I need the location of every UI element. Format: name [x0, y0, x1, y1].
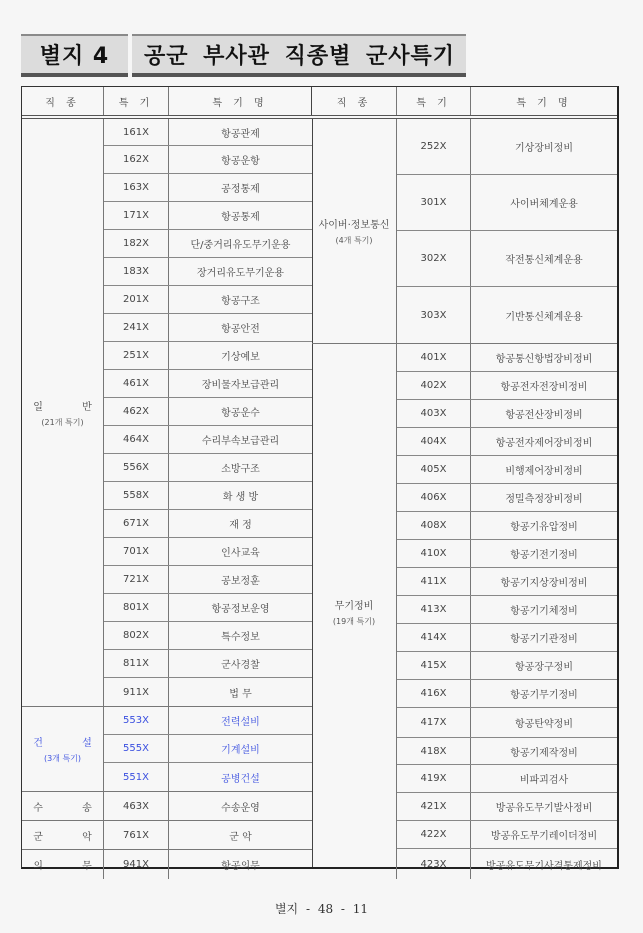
specialty-name: 항공기기체정비: [510, 606, 578, 617]
specialty-code: 801X: [104, 594, 169, 621]
specialty-code: 404X: [397, 428, 471, 455]
specialty-code: 201X: [104, 286, 169, 313]
specialty-name: 인사교육: [221, 548, 260, 559]
job-type-cell: [312, 344, 397, 879]
table-row: [397, 793, 617, 821]
specialty-code: 302X: [397, 231, 471, 286]
job-group: [22, 850, 312, 879]
table-row: [397, 428, 617, 456]
table-row: [104, 792, 312, 820]
table-row: [104, 119, 312, 146]
specialty-code: 761X: [104, 821, 169, 849]
job-type-label: 사이버·정보통신: [318, 220, 390, 231]
specialty-name: 항공기기관정비: [510, 634, 578, 645]
page-number: 별지 - 48 - 11: [274, 902, 369, 916]
table-row: [104, 650, 312, 678]
specialty-code: 252X: [397, 119, 471, 174]
specialty-name: 항공전자제어장비정비: [495, 438, 593, 449]
table-row: [104, 735, 312, 763]
job-type-label: 건 설: [33, 738, 110, 749]
specialty-name: 단/중거리유도무기운용: [190, 240, 291, 251]
job-type-label: 군 악: [33, 831, 110, 843]
specialty-name: 항공기무기정비: [510, 690, 578, 701]
table-row: [397, 849, 617, 879]
specialty-code: 402X: [397, 372, 471, 399]
table-row: [397, 738, 617, 765]
table-row: [104, 370, 312, 398]
specialty-code: 410X: [397, 540, 471, 567]
specialty-name: 공정통제: [221, 184, 260, 195]
specialty-code: 671X: [104, 510, 169, 537]
table-row: [104, 426, 312, 454]
specialty-code: 463X: [104, 792, 169, 820]
header-specialty-name: 특 기 명: [169, 87, 312, 115]
table-row: [397, 821, 617, 849]
specialty-code: 162X: [104, 146, 169, 173]
job-type-cell: [22, 850, 110, 879]
specialty-count: (21개 특기): [41, 417, 84, 427]
table-row: [397, 287, 617, 343]
table-row: [397, 652, 617, 680]
specialty-code: 403X: [397, 400, 471, 427]
specialty-code: 411X: [397, 568, 471, 595]
specialty-name: 공병건설: [221, 773, 260, 785]
specialty-name: 방공유도무기발사정비: [495, 803, 593, 814]
specialty-code: 802X: [104, 622, 169, 649]
job-type-label: 의 무: [33, 861, 110, 872]
specialty-rows: [104, 119, 312, 706]
job-type-cell: [22, 821, 110, 849]
specialty-code: 416X: [397, 680, 471, 707]
table-row: [397, 175, 617, 231]
table-row: [104, 482, 312, 510]
specialty-code: 556X: [104, 454, 169, 481]
specialty-code: 462X: [104, 398, 169, 425]
specialty-count: (19개 특기): [332, 616, 376, 626]
table-row: [104, 146, 312, 174]
specialty-name: 방공유도무기레이더정비: [490, 831, 598, 842]
table-row: [104, 707, 312, 735]
specialty-code: 405X: [397, 456, 471, 483]
specialty-name: 장비물자보급관리: [201, 380, 280, 391]
table-row: [104, 594, 312, 622]
header-job-type-2: 직 종: [312, 87, 397, 115]
header-specialty-code: 특 기: [104, 87, 169, 115]
table-row: [104, 566, 312, 594]
specialty-name: 법 무: [229, 688, 252, 700]
specialty-name: 기계설비: [221, 745, 260, 756]
table-row: [397, 372, 617, 400]
specialty-name: 항공통신항법장비정비: [495, 354, 593, 365]
table-row: [104, 202, 312, 230]
specialty-code: 461X: [104, 370, 169, 397]
specialty-count: (4개 특기): [335, 236, 373, 245]
specialty-code: 555X: [104, 735, 169, 762]
specialty-name: 기상예보: [221, 352, 260, 363]
specialty-code: 406X: [397, 484, 471, 511]
specialty-code: 417X: [397, 708, 471, 737]
specialty-code: 701X: [104, 538, 169, 565]
specialty-name: 항공탄약정비: [515, 719, 573, 730]
table-row: [104, 258, 312, 286]
specialty-code: 464X: [104, 426, 169, 453]
specialty-code: 183X: [104, 258, 169, 285]
job-group: [22, 792, 312, 821]
specialty-code: 251X: [104, 342, 169, 369]
job-group: [312, 344, 617, 879]
specialty-name: 작전통신체계운용: [505, 255, 583, 266]
specialty-rows: [104, 850, 312, 879]
job-type-label: 수 송: [33, 802, 110, 814]
specialty-code: 171X: [104, 202, 169, 229]
job-group: [22, 707, 312, 792]
table-row: [104, 454, 312, 482]
specialty-code: 415X: [397, 652, 471, 679]
table-row: [104, 850, 312, 879]
table-row: [397, 596, 617, 624]
annex-label: 별지 4: [21, 34, 128, 77]
specialty-code: 553X: [104, 707, 169, 734]
table-row: [397, 231, 617, 287]
table-row: [397, 512, 617, 540]
specialty-name: 정밀측정장비정비: [505, 494, 583, 505]
table-row: [397, 119, 617, 175]
table-row: [104, 538, 312, 566]
specialty-code: 911X: [104, 678, 169, 706]
specialty-code: 551X: [104, 763, 169, 791]
specialty-code: 163X: [104, 174, 169, 201]
job-group: [22, 821, 312, 850]
specialty-code: 418X: [397, 738, 471, 764]
right-table-half: [312, 119, 617, 872]
specialty-code: 558X: [104, 482, 169, 509]
job-group: [312, 119, 617, 344]
table-row: [104, 510, 312, 538]
table-row: [104, 398, 312, 426]
job-type-cell: [22, 792, 110, 820]
specialty-code: 401X: [397, 344, 471, 371]
specialty-name: 항공의무: [221, 861, 260, 872]
table-row: [397, 456, 617, 484]
specialty-name: 사이버체계운용: [510, 199, 578, 210]
specialty-name: 항공기전기정비: [510, 550, 578, 561]
specialty-name: 기상장비정비: [515, 143, 573, 154]
job-type-cell: [312, 119, 397, 343]
specialty-name: 전력설비: [221, 717, 260, 728]
table-row: [397, 680, 617, 708]
table-row: [397, 568, 617, 596]
specialty-name: 군사경찰: [221, 660, 260, 671]
table-row: [397, 624, 617, 652]
table-row: [104, 622, 312, 650]
specialty-rows: [104, 707, 312, 791]
specialty-name: 수송운영: [221, 802, 260, 814]
specialty-name: 수리부속보급관리: [201, 436, 280, 447]
specialty-name: 공보정훈: [221, 576, 260, 587]
specialty-name: 항공구조: [221, 296, 260, 307]
table-row: [104, 174, 312, 202]
table-row: [397, 344, 617, 372]
table-row: [397, 540, 617, 568]
specialty-code: 422X: [397, 821, 471, 848]
specialty-name: 항공전산장비정비: [505, 410, 583, 421]
specialty-name: 기반통신체계운용: [505, 311, 583, 323]
specialty-code: 303X: [397, 287, 471, 343]
specialty-name: 항공운수: [221, 408, 260, 419]
specialty-code: 301X: [397, 175, 471, 230]
specialty-name: 항공안전: [221, 324, 260, 335]
specialty-name: 특수정보: [221, 632, 260, 643]
specialty-code: 811X: [104, 650, 169, 677]
specialty-name: 항공관제: [221, 128, 260, 140]
specialty-name: 항공통제: [221, 212, 260, 223]
specialty-code: 182X: [104, 230, 169, 257]
specialty-name: 장거리유도무기운용: [197, 268, 284, 279]
specialty-code: 413X: [397, 596, 471, 623]
specialty-name: 군 악: [229, 831, 252, 843]
table-row: [104, 342, 312, 370]
job-type-label: 일 반: [33, 401, 110, 413]
table-row: [397, 400, 617, 428]
table-row: [397, 765, 617, 793]
specialty-rows: [104, 821, 312, 849]
specialty-code: 414X: [397, 624, 471, 651]
table-row: [397, 708, 617, 738]
job-type-cell: [22, 119, 110, 706]
job-type-label: 무기정비: [334, 600, 374, 612]
table-row: [397, 484, 617, 512]
table-header: [22, 87, 617, 119]
header-specialty-code-2: 특 기: [397, 87, 471, 115]
specialty-name: 화 생 방: [222, 492, 259, 503]
specialty-name: 항공장구정비: [515, 662, 573, 673]
specialty-name: 항공기유압정비: [510, 522, 578, 533]
specialty-code: 419X: [397, 765, 471, 792]
specialty-name: 방공유도무기사격통제정비: [486, 860, 602, 872]
table-row: [104, 230, 312, 258]
specialty-count: (3개 특기): [43, 754, 82, 763]
specialty-name: 재 정: [229, 520, 252, 531]
job-type-cell: [22, 707, 110, 791]
table-row: [104, 286, 312, 314]
specialty-name: 항공운항: [221, 156, 260, 167]
specialty-code: 721X: [104, 566, 169, 593]
specialty-name: 항공전자전장비정비: [500, 382, 588, 393]
specialty-name: 항공기지상장비정비: [500, 578, 588, 589]
specialty-code: 408X: [397, 512, 471, 539]
left-table-half: [22, 119, 313, 872]
table-row: [104, 314, 312, 342]
specialty-name: 항공기제작정비: [510, 747, 578, 759]
table-row: [104, 821, 312, 849]
table-row: [104, 678, 312, 706]
specialty-code: 161X: [104, 119, 169, 145]
specialty-rows: [397, 344, 617, 879]
table-row: [104, 763, 312, 791]
specialty-rows: [397, 119, 617, 343]
specialty-name: 비행제어장비정비: [505, 466, 583, 477]
header-job-type: 직 종: [22, 87, 104, 115]
specialty-code: 421X: [397, 793, 471, 820]
specialty-name: 소방구조: [221, 464, 260, 475]
header-specialty-name-2: 특 기 명: [516, 97, 572, 109]
specialty-name: 비파괴검사: [519, 775, 569, 786]
specialty-code: 241X: [104, 314, 169, 341]
page-title: 공군 부사관 직종별 군사특기: [132, 34, 466, 77]
job-group: [22, 119, 312, 707]
specialty-rows: [104, 792, 312, 820]
specialty-code: 941X: [104, 850, 169, 879]
specialty-code: 423X: [397, 849, 471, 879]
specialty-name: 항공정보운영: [211, 604, 270, 615]
specialty-table: [21, 86, 619, 872]
